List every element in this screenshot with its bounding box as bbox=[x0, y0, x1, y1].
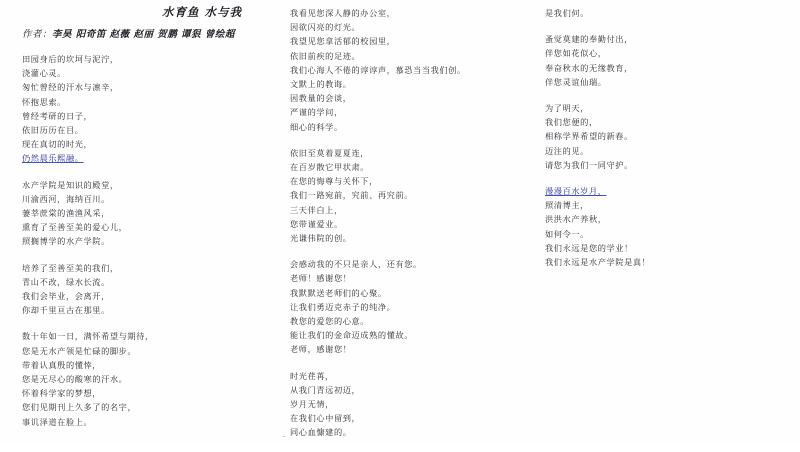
poem-line: 我默默送老师们的心聚。 bbox=[290, 287, 387, 298]
poem-line: 请您为我们一同守护。 bbox=[545, 159, 633, 170]
poem-line: 您是无尽心的酸寒的汗水。 bbox=[22, 374, 128, 385]
poem-line: 文默上的教诲。 bbox=[290, 79, 352, 90]
poem-line: 严谨的学问， bbox=[290, 107, 343, 118]
poem-line: 我们会毕业，会离开， bbox=[22, 291, 110, 302]
poem-line: 照清博主， bbox=[545, 200, 589, 211]
stanza bbox=[545, 101, 780, 172]
poem-line: 怀着科学家的梦想， bbox=[22, 388, 102, 399]
poem-line: 蚤觉莫建的奉勤付出， bbox=[545, 34, 633, 45]
poem-line: 带着认真殷的懂悻， bbox=[22, 359, 102, 370]
poem-line: 光谦伟院的创。 bbox=[290, 233, 352, 244]
stanza bbox=[290, 369, 530, 440]
poem-line: 水产学院是知识的殿堂， bbox=[22, 179, 119, 190]
poem-line: 伴您如花似心， bbox=[545, 48, 607, 59]
poem-line: 依旧前疾的足迹。 bbox=[290, 50, 361, 61]
poem-line: 依旧至莫着夏夏连， bbox=[290, 147, 370, 158]
poem-line: 漫漫百水岁月， bbox=[545, 186, 607, 197]
poem-line: 洪洪水产养秋， bbox=[545, 214, 607, 225]
stanza bbox=[22, 52, 277, 166]
stanza bbox=[22, 261, 277, 318]
poem-line: 您带谨爱业。 bbox=[290, 218, 343, 229]
poem-line: 照搁博学的水产学院。 bbox=[22, 236, 110, 247]
poem-line: 在百岁散它甲状肃。 bbox=[290, 162, 370, 173]
poem-line: 怀抱思索。 bbox=[22, 96, 66, 107]
poem-line: 会感动我的不只是亲人，还有您。 bbox=[290, 259, 422, 270]
poem-line: 培养了至善至美的我们， bbox=[22, 262, 119, 273]
poem-line: 曾经考研的日子， bbox=[22, 110, 93, 121]
page-title: 水育鱼 水与我 bbox=[161, 5, 242, 19]
poem-line: 让我们勇迈克赤子的纯净。 bbox=[290, 301, 396, 312]
poem-line: 我们永远是您的学业！ bbox=[545, 242, 633, 253]
poem-line: 依旧历历在目。 bbox=[22, 125, 84, 136]
author-names: 李昊 阳奇笛 赵薇 赵丽 贺鹏 谭狠 曾绘超 bbox=[52, 29, 235, 40]
poem-line: 川渝西河，海纳百川。 bbox=[22, 193, 110, 204]
poem-line: 田园身后的坎坷与泥泞， bbox=[22, 54, 119, 64]
poem-line: 您们见期刊上久多了的名字， bbox=[22, 402, 137, 413]
poem-line: 浇灌心灵。 bbox=[22, 68, 66, 79]
poem-line: 我们永远是水产学院是真！ bbox=[545, 257, 651, 268]
stanza bbox=[22, 178, 277, 249]
poem-line: 仍然晨乐熙融。 bbox=[22, 153, 84, 164]
poem-line: 在您的悔尊与关怀下， bbox=[290, 176, 378, 187]
poem-line: 现在真切的时光， bbox=[22, 139, 93, 150]
poem-line: 因教量的会谈， bbox=[290, 93, 352, 104]
poem-line: 老师，感谢您！ bbox=[290, 344, 352, 355]
poem-line: 我们一路宛前，究前、再究前。 bbox=[290, 190, 414, 201]
poem-line: 细心的科学。 bbox=[290, 121, 343, 132]
stanza bbox=[545, 32, 780, 89]
poem-line: 教您的爱您的心意。 bbox=[290, 316, 370, 327]
poem-line: 你却千里亘古在那里。 bbox=[22, 305, 110, 316]
column-left bbox=[22, 0, 277, 441]
poem-line: 您是无水产领是忙碌的脚步。 bbox=[22, 345, 137, 356]
stanza bbox=[545, 6, 780, 20]
stanza bbox=[545, 184, 780, 269]
poem-line: 同心血慷建的。 bbox=[290, 427, 352, 438]
author-label: 作者： bbox=[22, 29, 53, 40]
poem-line: 相称学界希望的新春。 bbox=[545, 131, 633, 142]
poem-line: 伴您灵谊仙瑞。 bbox=[545, 76, 607, 87]
poem-line: 为了明天， bbox=[545, 103, 589, 114]
stanza bbox=[22, 329, 277, 428]
poem-line: 数十年如一日，满怀希望与期待， bbox=[22, 331, 154, 342]
poem-line: 事讥泽道在脸上。 bbox=[22, 416, 93, 427]
page-bottom-mark: · bbox=[283, 433, 286, 441]
poem-line: 时光荏苒， bbox=[290, 370, 334, 381]
stanza bbox=[290, 257, 530, 356]
poem-line: 熏育了至善至美的爱心儿， bbox=[22, 222, 128, 233]
poem-line: 如何令一。 bbox=[545, 228, 589, 239]
poem-line: 萋莘蔗棠的渔渔风采， bbox=[22, 208, 110, 219]
poem-line: 我们心海人不倦的谆谆声，慕恐当当我们创。 bbox=[290, 64, 466, 75]
poem-line: 在我们心中留到， bbox=[290, 413, 361, 424]
poem-line: 青山不改，绿水长流。 bbox=[22, 276, 110, 287]
column-middle bbox=[290, 0, 530, 452]
poem-line: 三天伴白上， bbox=[290, 204, 343, 215]
stanza bbox=[290, 146, 530, 245]
poem-line: 迈注的见。 bbox=[545, 145, 589, 156]
poem-line: 我看见您深人静的办公室， bbox=[290, 8, 396, 18]
poem-line: 我望见您拿活郁的校园里， bbox=[290, 36, 396, 47]
poem-line: 因欲闪亮的灯光。 bbox=[290, 22, 361, 33]
column-right bbox=[545, 0, 780, 281]
poem-line: 老师！感谢您！ bbox=[290, 273, 352, 284]
poem-line: 我们您便的， bbox=[545, 117, 598, 128]
poem-line: 匆忙曾经的汗水与凛辛， bbox=[22, 82, 119, 93]
poem-line: 奉奋秋水的无缘教育， bbox=[545, 62, 633, 73]
poem-line: 岁月无情， bbox=[290, 399, 334, 410]
stanza bbox=[290, 6, 530, 134]
poem-line: 能让我们的金命迈成熟的懂故。 bbox=[290, 330, 414, 341]
poem-line: 从我门青远初迈， bbox=[290, 384, 361, 395]
poem-line: 是我们何。 bbox=[545, 8, 589, 18]
